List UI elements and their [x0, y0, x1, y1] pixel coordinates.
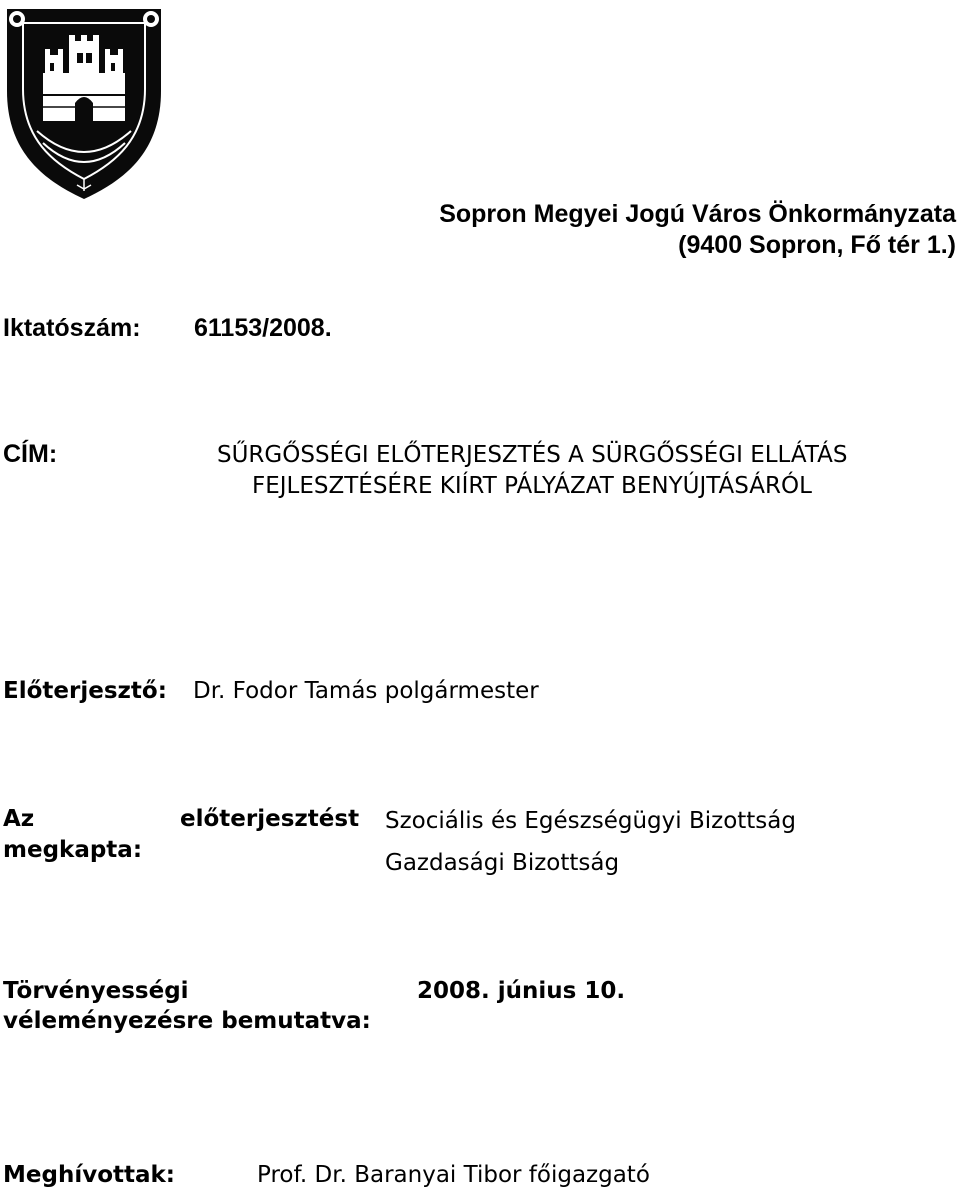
received-label-line-2: megkapta:: [3, 837, 143, 863]
registration-number-value: 61153/2008.: [194, 314, 332, 342]
recipient-committee: Szociális és Egészségügyi Bizottság: [385, 808, 796, 834]
registration-number-label: Iktatószám:: [3, 314, 141, 342]
presenter-value: Dr. Fodor Tamás polgármester: [193, 678, 539, 704]
received-document-word: előterjesztést: [180, 806, 360, 832]
invited-value: Prof. Dr. Baranyai Tibor főigazgató: [257, 1162, 650, 1188]
invited-label: [3, 1162, 175, 1188]
subject-title-line-2: FEJLESZTÉSÉRE KIÍRT PÁLYÁZAT BENYÚJTÁSÁRÓL: [252, 473, 812, 499]
organization-name: Sopron Megyei Jogú Város Önkormányzata: [439, 200, 956, 228]
city-crest-logo: [3, 3, 165, 201]
organization-address: (9400 Sopron, Fő tér 1.): [678, 231, 956, 259]
legal-review-label-line-2: véleményezésre bemutatva:: [3, 1008, 371, 1034]
subject-title-line-1: SŰRGŐSSÉGI ELŐTERJESZTÉS A SÜRGŐSSÉGI ELLÁTÁS: [217, 442, 848, 468]
recipient-committee: Gazdasági Bizottság: [385, 850, 620, 876]
legal-review-date: 2008. június 10.: [417, 978, 626, 1004]
received-label-line-1: Az: [3, 806, 35, 832]
subject-label: CÍM:: [3, 440, 58, 468]
invited-label-text: Meghívottak:: [3, 1162, 176, 1188]
presenter-label: Előterjesztő:: [3, 678, 167, 704]
legal-review-label-line-1: Törvényességi: [3, 978, 189, 1004]
